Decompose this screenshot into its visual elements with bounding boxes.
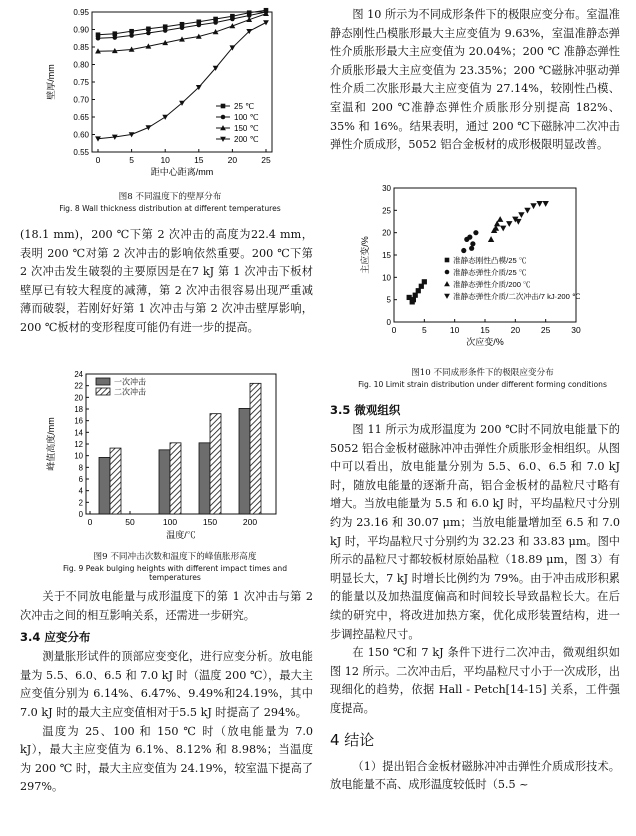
fig9-y-tick-label: 18 bbox=[74, 405, 83, 414]
fig9-x-tick-label: 150 bbox=[202, 517, 218, 527]
left-paragraph-4: 温度为 25、100 和 150 ℃ 时（放电能量为 7.0 kJ），最大主应变值为 6.1%、8.12% 和 8.98%；当温度为 200 ℃ 时，最大主应变值为 24.19%，较室温下提高了 297%。 bbox=[20, 724, 313, 794]
fig8-y-tick-label: 0.90 bbox=[73, 25, 89, 35]
fig9-bar bbox=[170, 443, 181, 514]
left-paragraph-3: 测量胀形试件的顶部应变变化，进行应变分析。放电能量为 5.5、6.0、6.5 和 7.0 kJ 时（温度 200 ℃），最大主应变值分别为 6.14%、6.47%、9.49%和24.19%，其中 7.0 kJ 时的最大主应变值相对于5.5 kJ 时提高了 294%。 bbox=[20, 650, 313, 719]
fig9-caption-en: Fig. 9 Peak bulging heights with different impact times and temperatures bbox=[62, 564, 288, 582]
left-paragraph-1: (18.1 mm)，200 ℃下第 2 次冲击的高度为22.4 mm，表明 200 ℃对第 2 次冲击的影响依然重要。200 ℃下第 2 次冲击发生破裂的主要原因是在7 kJ 第 1 次冲击下板材壁厚已有较大程度的减薄，第 2 次冲击很容易出现严重减薄而破裂，若刚好好第 1 次冲击与第 2 次冲击壁厚影响，200 ℃板材的变形程度可能仍有进一步的提高。 bbox=[20, 228, 313, 334]
right-paragraph-1: 图 10 所示为不同成形条件下的极限应变分布。室温准静态刚性凸模胀形最大主应变值为 9.63%，室温准静态弹性介质胀形最大主应变值为 20.04%；200 ℃ 准静态弹性介质胀形最大主应变值为 23.35%；200 ℃磁脉冲驱动弹性介质二次胀形最大主应变值为 27.14%，较刚性凸模、室温和 200 ℃准静态弹性介质胀形分别提高 182%、35% 和 16%。结果表明，通过 200 ℃下磁脉冲二次冲击弹性介质成形，5052 铝合金板材的成形极限明显改善。 bbox=[330, 8, 620, 152]
fig8-y-tick-label: 0.95 bbox=[73, 8, 89, 17]
fig10-y-tick-label: 20 bbox=[382, 228, 391, 238]
fig8-data-point bbox=[163, 28, 168, 33]
fig9-bar bbox=[239, 408, 250, 514]
fig8-legend-marker bbox=[221, 115, 226, 120]
fig10-data-point bbox=[419, 284, 424, 289]
fig9-x-tick-label: 200 bbox=[242, 517, 258, 527]
fig10-x-tick-label: 15 bbox=[480, 325, 490, 335]
fig9-x-tick-label: 0 bbox=[87, 517, 93, 527]
fig10-y-axis-label: 主应变/% bbox=[360, 236, 370, 274]
fig10-legend-marker bbox=[445, 270, 450, 275]
fig10-data-point bbox=[416, 288, 421, 293]
fig8-y-tick-label: 0.85 bbox=[73, 43, 89, 52]
fig10-plot-frame bbox=[394, 188, 576, 322]
fig9-y-tick-label: 8 bbox=[78, 463, 83, 473]
fig10-data-point bbox=[500, 226, 506, 232]
fig10-legend-marker bbox=[445, 258, 450, 263]
fig8-data-point bbox=[146, 31, 151, 36]
right-paragraph-4: （1）提出铝合金板材磁脉冲冲击弹性介质成形技术。放电能量不高、成形温度较低时（5.5 ~ bbox=[330, 759, 620, 792]
fig9-bar bbox=[110, 448, 121, 514]
right-text-block-1 bbox=[330, 6, 620, 155]
fig8-y-axis-label: 壁厚/mm bbox=[46, 64, 56, 100]
fig9-y-tick-label: 24 bbox=[74, 370, 83, 379]
fig10-y-tick-label: 15 bbox=[382, 251, 391, 260]
fig8-data-point bbox=[230, 17, 235, 22]
fig8-data-point bbox=[95, 136, 101, 141]
fig8-data-point bbox=[146, 125, 152, 130]
fig9-chart bbox=[40, 370, 300, 546]
fig9-y-tick-label: 12 bbox=[74, 440, 83, 449]
fig10-data-point bbox=[506, 221, 512, 227]
fig10-data-point bbox=[524, 208, 530, 214]
fig10-y-tick-label: 10 bbox=[382, 273, 391, 283]
right-text-block-2 bbox=[330, 402, 620, 795]
fig8-chart bbox=[40, 6, 300, 186]
right-paragraph-3: 在 150 ℃和 7 kJ 条件下进行二次冲击，微观组织如图 12 所示。二次冲击后，平均晶粒尺寸小于一次成形，出现细化的趋势，依据 Hall - Petch[14-15] 关系，工件强度提高。 bbox=[330, 646, 620, 715]
fig9-caption-cn: 图9 不同冲击次数和温度下的峰值胀形高度 bbox=[93, 552, 257, 562]
fig9-y-axis-label: 峰值高度/mm bbox=[46, 417, 56, 471]
fig10-legend-label: 准静态弹性介质/200 ℃ bbox=[453, 280, 531, 289]
fig8-data-point bbox=[146, 27, 151, 32]
fig9-bar bbox=[210, 414, 221, 514]
left-text-block-2 bbox=[20, 588, 313, 797]
fig8-caption-en: Fig. 8 Wall thickness distribution at different temperatures bbox=[59, 204, 281, 213]
fig8-y-tick-label: 0.55 bbox=[73, 148, 89, 157]
fig10-legend-marker bbox=[444, 281, 450, 286]
fig8-data-point bbox=[162, 115, 168, 120]
fig9-y-tick-label: 14 bbox=[74, 428, 83, 438]
fig10-x-tick-label: 20 bbox=[510, 325, 521, 335]
left-text-block-1 bbox=[20, 226, 313, 338]
section-3-5-heading: 3.5 微观组织 bbox=[330, 403, 401, 417]
fig9-y-tick-label: 20 bbox=[74, 393, 83, 403]
fig9-y-tick-label: 6 bbox=[78, 475, 83, 484]
fig9-y-tick-label: 10 bbox=[74, 451, 83, 461]
fig10-data-point bbox=[530, 203, 536, 209]
fig10-y-tick-label: 25 bbox=[382, 206, 391, 216]
fig10-data-point bbox=[461, 248, 466, 253]
fig9-bar bbox=[250, 383, 261, 514]
fig10-data-point bbox=[536, 201, 542, 207]
fig8-caption-cn: 图8 不同温度下的壁厚分布 bbox=[118, 192, 222, 202]
fig8-data-point bbox=[213, 20, 218, 25]
fig9-y-tick-label: 0 bbox=[78, 510, 83, 519]
fig9-x-axis-label: 温度/℃ bbox=[166, 530, 196, 540]
fig8-x-axis-label: 距中心距离/mm bbox=[150, 167, 214, 177]
fig9-y-tick-label: 22 bbox=[74, 381, 83, 391]
fig8-data-point bbox=[180, 25, 185, 30]
fig10-legend-label: 准静态弹性介质/25 ℃ bbox=[453, 268, 527, 277]
fig10-y-tick-label: 0 bbox=[386, 318, 391, 327]
fig10-data-point bbox=[473, 230, 478, 235]
fig10-data-point bbox=[469, 246, 474, 251]
fig8-y-tick-label: 0.65 bbox=[73, 113, 89, 122]
fig9-y-tick-label: 16 bbox=[74, 416, 83, 426]
fig8-x-tick-label: 20 bbox=[227, 155, 238, 165]
fig10-data-point bbox=[411, 297, 416, 302]
fig9-x-tick-label: 50 bbox=[125, 517, 135, 527]
fig10-data-point bbox=[422, 279, 427, 284]
fig10-x-tick-label: 10 bbox=[449, 325, 460, 335]
fig10-data-point bbox=[518, 212, 524, 218]
fig8-legend-label: 100 ℃ bbox=[234, 113, 259, 122]
figure-10 bbox=[350, 182, 615, 394]
fig10-x-tick-label: 5 bbox=[421, 325, 427, 335]
fig10-x-tick-label: 25 bbox=[540, 325, 551, 335]
fig8-data-point bbox=[197, 23, 202, 28]
fig8-data-point bbox=[113, 35, 118, 40]
fig10-x-tick-label: 0 bbox=[391, 325, 397, 335]
fig8-data-point bbox=[263, 20, 269, 25]
fig9-x-tick-label: 100 bbox=[162, 517, 178, 527]
fig8-y-tick-label: 0.75 bbox=[73, 78, 89, 87]
fig8-y-tick-label: 0.80 bbox=[73, 60, 89, 70]
fig10-data-point bbox=[488, 236, 494, 242]
fig10-y-tick-label: 5 bbox=[386, 295, 391, 305]
fig9-legend-swatch bbox=[96, 378, 110, 385]
fig8-y-tick-label: 0.60 bbox=[73, 130, 89, 140]
fig8-x-tick-label: 10 bbox=[160, 155, 170, 165]
fig10-data-point bbox=[413, 293, 418, 298]
fig8-x-tick-label: 25 bbox=[261, 155, 271, 165]
fig10-legend-marker bbox=[444, 294, 450, 299]
fig8-x-tick-label: 0 bbox=[95, 155, 101, 165]
fig8-y-tick-label: 0.70 bbox=[73, 95, 89, 105]
fig9-bar bbox=[159, 450, 170, 514]
fig8-legend-label: 150 ℃ bbox=[234, 124, 259, 133]
section-3-4-heading: 3.4 应变分布 bbox=[20, 630, 91, 645]
fig8-x-tick-label: 15 bbox=[194, 155, 204, 165]
fig10-caption-en: Fig. 10 Limit strain distribution under different forming conditions bbox=[358, 380, 607, 389]
fig10-caption-cn: 图10 不同成形条件下的极限应变分布 bbox=[411, 368, 554, 378]
section-4-heading: 4 结论 bbox=[330, 730, 375, 749]
figure-9 bbox=[40, 370, 310, 582]
fig8-data-point bbox=[129, 33, 134, 38]
fig10-data-point bbox=[515, 219, 521, 225]
fig10-x-tick-label: 30 bbox=[571, 325, 581, 335]
fig9-legend-label: 一次冲击 bbox=[114, 377, 146, 387]
fig8-legend-label: 25 ℃ bbox=[234, 102, 255, 111]
fig8-legend-label: 200 ℃ bbox=[234, 135, 259, 144]
fig8-x-tick-label: 5 bbox=[129, 155, 134, 165]
fig8-data-point bbox=[96, 36, 101, 41]
fig10-chart bbox=[350, 182, 600, 362]
fig10-x-axis-label: 次应变/% bbox=[466, 337, 504, 347]
fig10-legend-label: 准静态刚性凸模/25 ℃ bbox=[453, 256, 527, 265]
fig9-bar bbox=[99, 457, 110, 514]
fig8-data-point bbox=[129, 29, 134, 34]
fig9-legend-swatch bbox=[96, 388, 110, 395]
figure-8 bbox=[40, 6, 300, 218]
fig10-data-point bbox=[497, 216, 503, 222]
fig10-data-point bbox=[467, 235, 472, 240]
fig10-data-point bbox=[542, 201, 548, 207]
fig10-legend-label: 准静态弹性介质/二次冲击/7 kJ·200 ℃ bbox=[453, 292, 581, 301]
fig10-y-tick-label: 30 bbox=[382, 184, 391, 193]
fig9-y-tick-label: 4 bbox=[78, 486, 83, 496]
fig9-y-tick-label: 2 bbox=[78, 498, 83, 508]
right-paragraph-2: 图 11 所示为成形温度为 200 ℃时不同放电能量下的 5052 铝合金板材磁脉冲冲击弹性介质胀形金相组织。从图中可以看出，放电能量分别为 5.5、6.0、6.5 和 7.0 kJ 时，随放电能量的逐渐升高，铝合金板材的晶粒尺寸略有增大。当放电能量为 5.5 和 6.0 kJ 时，平均晶粒尺寸分别约为 23.16 和 30.07 μm；当放电能量增加至 6.5 和 7.0 kJ 时，平均晶粒尺寸分别约为 32.23 和 33.83 μm。图中所示的晶粒尺寸都较板材原始晶粒（18.89 μm，图 3）有明显长大，7 kJ 时增长比例约为 79%。由于冲击成形积累的能量以及加热温度偏高和时间较长导致晶粒长大。在后续的研究中，将改进加热方案，优化成形装置结构，进一步调控晶粒尺寸。 bbox=[330, 423, 620, 641]
fig8-legend-marker bbox=[221, 104, 226, 109]
fig9-legend-label: 二次冲击 bbox=[114, 387, 146, 397]
left-paragraph-2: 关于不同放电能量与成形温度下的第 1 次冲击与第 2 次冲击之间的相互影响关系，还需进一步研究。 bbox=[20, 590, 313, 622]
fig9-bar bbox=[199, 443, 210, 514]
fig10-data-point bbox=[470, 241, 475, 246]
